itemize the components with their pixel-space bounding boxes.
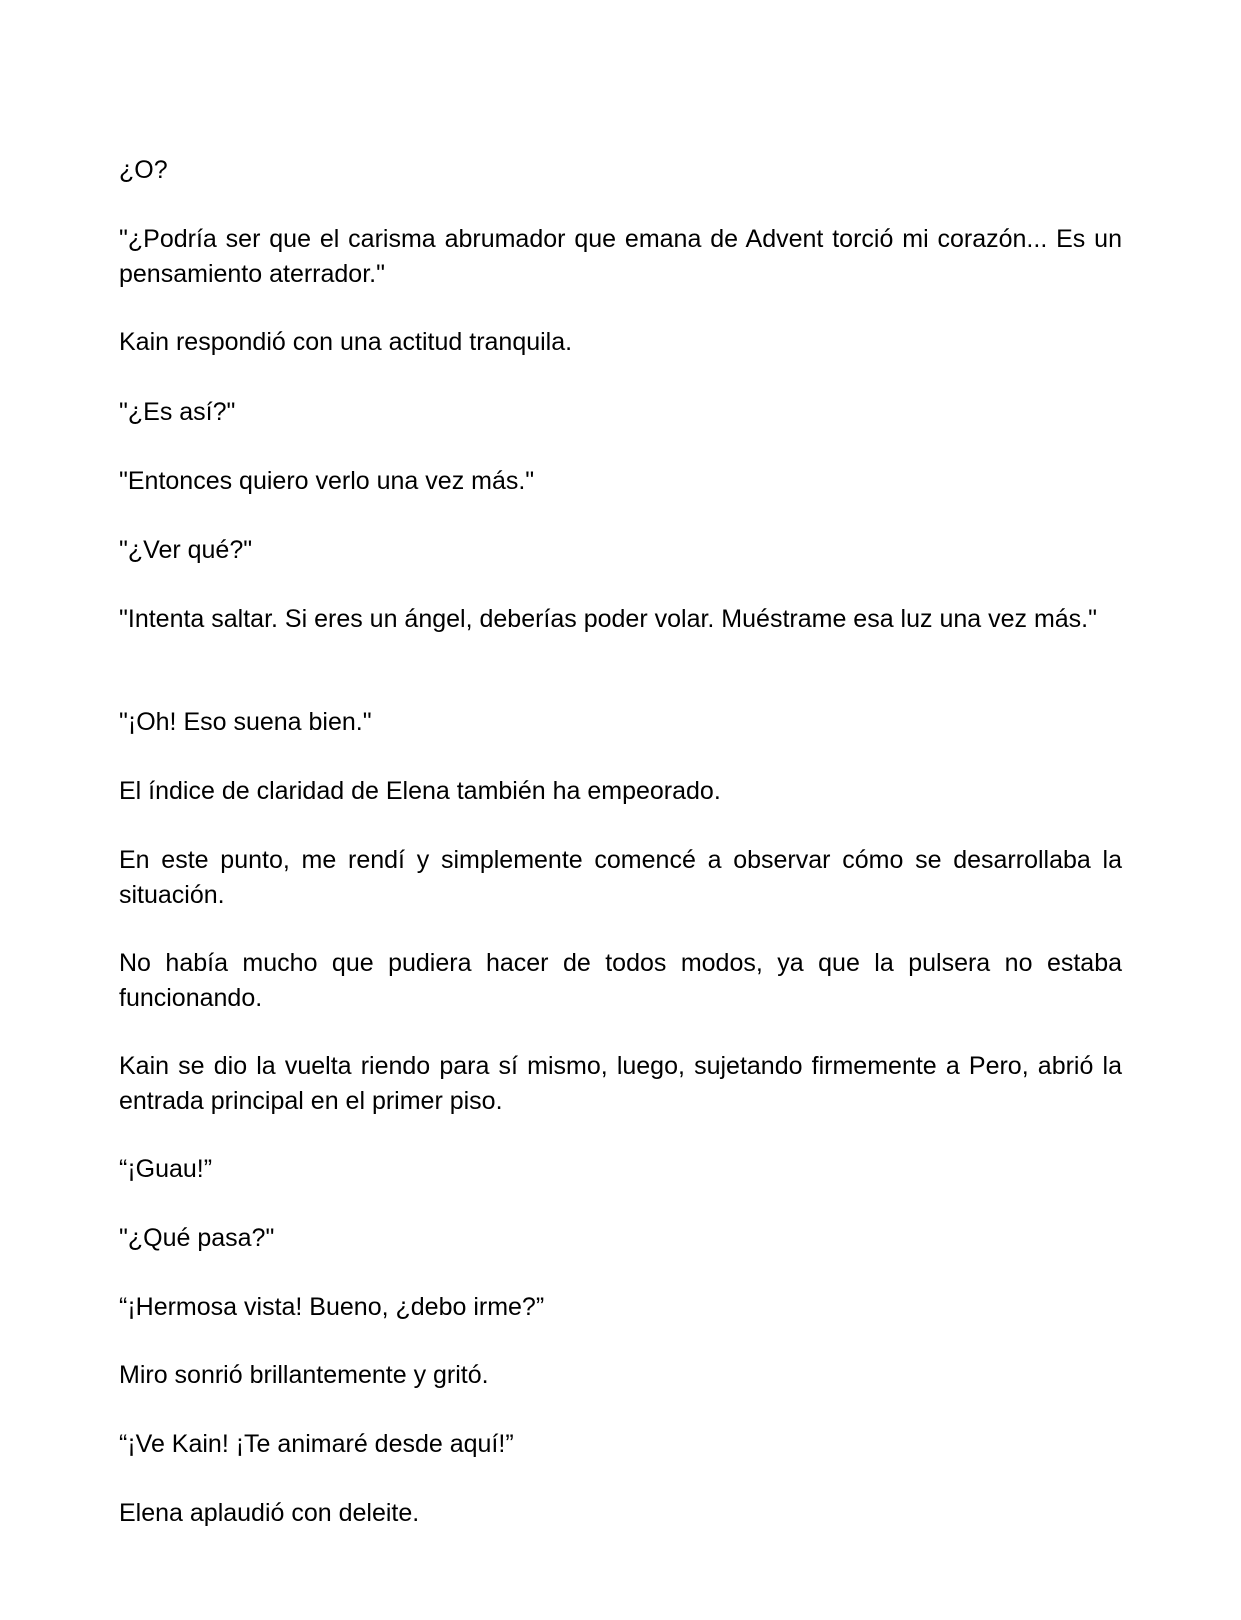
paragraph-12: Kain se dio la vuelta riendo para sí mismo, luego, sujetando firmemente a Pero, abrió la entrada principal en el primer piso.: [119, 1052, 1122, 1115]
paragraph-18: Elena aplaudió con deleite.: [119, 1499, 420, 1527]
paragraph-13: “¡Guau!”: [119, 1155, 213, 1183]
paragraph-6: "¿Ver qué?": [119, 536, 253, 564]
paragraph-15: “¡Hermosa vista! Bueno, ¿debo irme?”: [119, 1293, 545, 1321]
paragraph-16: Miro sonrió brillantemente y gritó.: [119, 1361, 489, 1389]
paragraph-10: En este punto, me rendí y simplemente comencé a observar cómo se desarrollaba la situación.: [119, 846, 1122, 909]
paragraph-5: "Entonces quiero verlo una vez más.": [119, 467, 535, 495]
paragraph-9: El índice de claridad de Elena también ha empeorado.: [119, 777, 721, 805]
paragraph-8: "¡Oh! Eso suena bien.": [119, 708, 372, 736]
paragraph-2: "¿Podría ser que el carisma abrumador que emana de Advent torció mi corazón... Es un pensamiento aterrador.": [119, 225, 1122, 288]
paragraph-1: ¿O?: [119, 156, 168, 184]
paragraph-7: "Intenta saltar. Si eres un ángel, deberías poder volar. Muéstrame esa luz una vez más.": [119, 605, 1098, 633]
paragraph-4: "¿Es así?": [119, 398, 236, 426]
paragraph-14: "¿Qué pasa?": [119, 1224, 275, 1252]
paragraph-3: Kain respondió con una actitud tranquila.: [119, 328, 573, 356]
paragraph-17: “¡Ve Kain! ¡Te animaré desde aquí!”: [119, 1430, 514, 1458]
paragraph-11: No había mucho que pudiera hacer de todos modos, ya que la pulsera no estaba funcionando.: [119, 949, 1122, 1012]
